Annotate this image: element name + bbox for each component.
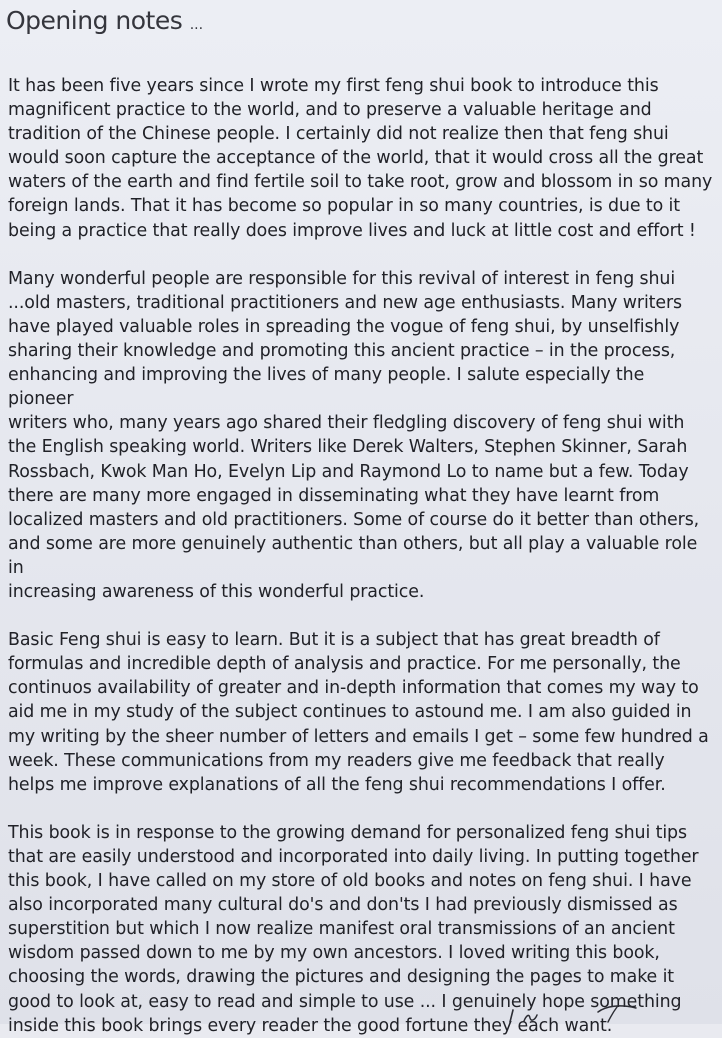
text-line: tradition of the Chinese people. I certainly did not realize then that feng shui	[8, 124, 669, 145]
paragraph-gap	[8, 604, 714, 628]
text-line: choosing the words, drawing the pictures and designing the pages to make it	[8, 967, 675, 988]
heading-title: Opening notes	[6, 6, 183, 35]
text-line: magnificent practice to the world, and to preserve a valuable heritage and	[8, 100, 652, 121]
text-line: week. These communications from my readers give me feedback that really	[8, 750, 665, 771]
text-line: aid me in my study of the subject continues to astound me. I am also guided in	[8, 702, 692, 723]
paragraph-gap	[8, 797, 714, 821]
paragraph-acknowledgements	[8, 267, 714, 604]
text-line: good to look at, easy to read and simple to use ... I genuinely hope something	[8, 991, 682, 1012]
text-line: my writing by the sheer number of letters and emails I get – some few hundred a	[8, 726, 709, 747]
text-line: It has been five years since I wrote my first feng shui book to introduce this	[8, 76, 659, 96]
text-line: increasing awareness of this wonderful practice.	[8, 581, 425, 602]
text-line: there are many more engaged in disseminating what they have learnt from	[8, 485, 660, 506]
text-line: ...old masters, traditional practitioners and new age enthusiasts. Many writers	[8, 292, 683, 313]
text-line: the English speaking world. Writers like Derek Walters, Stephen Skinner, Sarah	[8, 437, 688, 458]
text-line: enhancing and improving the lives of many people. I salute especially the pioneer	[8, 365, 645, 410]
text-line: continuos availability of greater and in-depth information that comes my way to	[8, 678, 699, 699]
text-line: Many wonderful people are responsible for this revival of interest in feng shui	[8, 268, 676, 289]
text-line: would soon capture the acceptance of the world, that it would cross all the great	[8, 148, 704, 169]
body-text	[8, 74, 714, 1038]
text-line: helps me improve explanations of all the feng shui recommendations I offer.	[8, 774, 666, 795]
text-line: also incorporated many cultural do's and don'ts I had previously dismissed as	[8, 895, 678, 916]
paragraph-gap	[8, 243, 714, 267]
text-line: sharing their knowledge and promoting this ancient practice – in the process,	[8, 341, 676, 362]
text-line: being a practice that really does improve lives and luck at little cost and effort !	[8, 220, 696, 241]
text-line: that are easily understood and incorporated into daily living. In putting together	[8, 847, 699, 867]
text-line: this book, I have called on my store of old books and notes on feng shui. I have	[8, 871, 692, 892]
text-line: Rossbach, Kwok Man Ho, Evelyn Lip and Raymond Lo to name but a few. Today	[8, 461, 689, 482]
signature-scribble	[480, 992, 660, 1026]
heading-ellipsis: ...	[189, 17, 204, 33]
show-through-text	[275, 16, 305, 50]
text-line: have played valuable roles in spreading the vogue of feng shui, by unselfishly	[8, 316, 680, 337]
text-line: wisdom passed down to me by my own ancestors. I loved writing this book,	[8, 943, 660, 964]
text-line: Basic Feng shui is easy to learn. But it is a subject that has great breadth of	[8, 630, 660, 651]
text-line: localized masters and old practitioners. Some of course do it better than others,	[8, 509, 700, 530]
text-line: waters of the earth and find fertile soil to take root, grow and blossom in so many	[8, 172, 713, 193]
text-line: inside this book brings every reader the good fortune they each want.	[8, 1015, 613, 1036]
paragraph-intro	[8, 74, 714, 243]
page-heading	[6, 6, 203, 35]
text-line: writers who, many years ago shared their fledgling discovery of feng shui with	[8, 413, 685, 434]
text-line: This book is in response to the growing demand for personalized feng shui tips	[8, 822, 687, 843]
text-line: formulas and incredible depth of analysis and practice. For me personally, the	[8, 654, 681, 675]
text-line: superstition but which I now realize manifest oral transmissions of an ancient	[8, 919, 675, 940]
text-line: foreign lands. That it has become so popular in so many countries, is due to it	[8, 196, 681, 217]
paragraph-learning	[8, 628, 714, 797]
text-line: and some are more genuinely authentic than others, but all play a valuable role in	[8, 533, 698, 578]
